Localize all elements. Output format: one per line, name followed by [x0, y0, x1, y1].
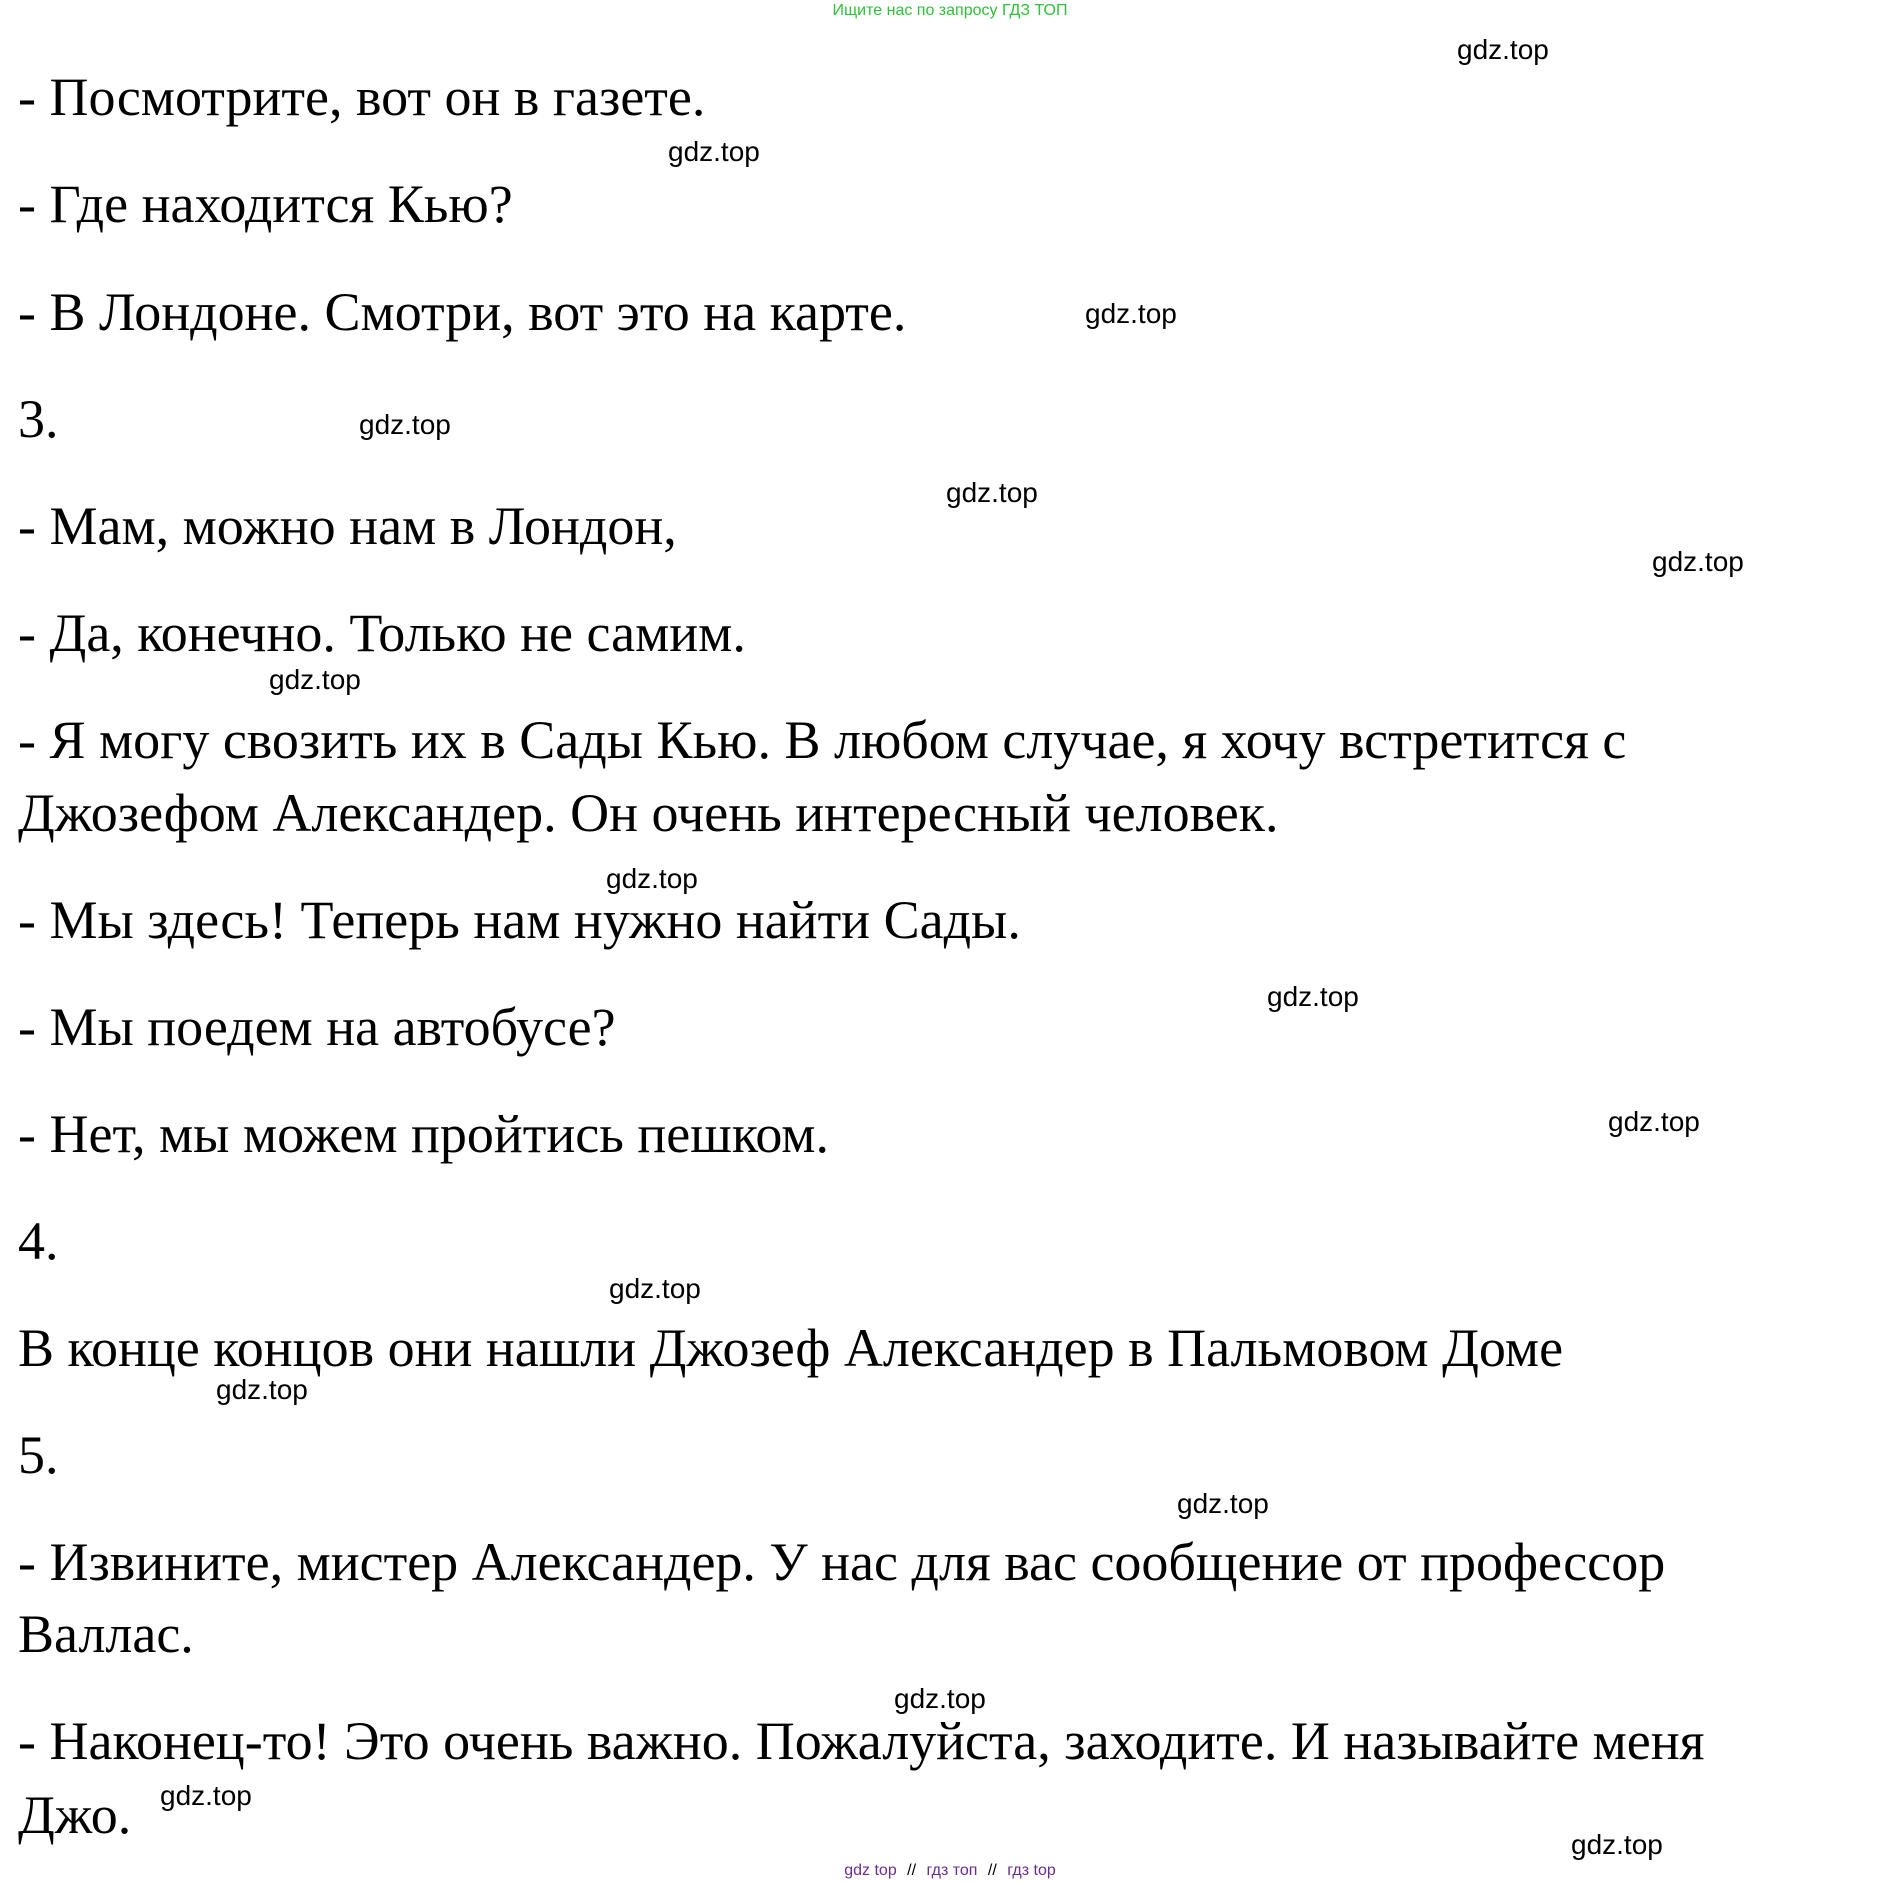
text-line: - Извините, мистер Александер. У нас для вас сообщение от профессор [18, 1532, 1666, 1592]
watermark: gdz.top [894, 1683, 986, 1714]
watermark: gdz.top [1457, 34, 1549, 65]
watermark: gdz.top [269, 664, 361, 695]
watermark: gdz.top [160, 1780, 252, 1811]
text-line: - Наконец-то! Это очень важно. Пожалуйста, заходите. И называйте меня [18, 1711, 1705, 1771]
section-number: 4. [18, 1211, 59, 1271]
text-line: Валлас. [18, 1604, 194, 1664]
footer-link-gdz-top-mixed[interactable]: гдз top [1007, 1862, 1056, 1879]
footer-link-gdz-top[interactable]: gdz top [844, 1862, 897, 1879]
watermark: gdz.top [1652, 546, 1744, 577]
text-line: - Мы здесь! Теперь нам нужно найти Сады. [18, 890, 1021, 950]
section-number: 5. [18, 1425, 59, 1485]
text-line: - Где находится Кью? [18, 174, 513, 234]
footer-separator: // [907, 1862, 917, 1879]
watermark: gdz.top [1571, 1829, 1663, 1860]
text-line: - Мам, можно нам в Лондон, [18, 496, 677, 556]
watermark: gdz.top [946, 477, 1038, 508]
watermark: gdz.top [1177, 1488, 1269, 1519]
text-line: - В Лондоне. Смотри, вот это на карте. [18, 282, 907, 342]
footer-link-gdz-top-ru[interactable]: гдз топ [926, 1862, 978, 1879]
watermark: gdz.top [609, 1273, 701, 1304]
text-line: Джо. [18, 1785, 132, 1845]
text-line: - Я могу свозить их в Сады Кью. В любом случае, я хочу встретится с [18, 710, 1627, 770]
text-line: Джозефом Александер. Он очень интересный человек. [18, 783, 1279, 843]
text-line: - Нет, мы можем пройтись пешком. [18, 1104, 829, 1164]
watermark: gdz.top [1608, 1106, 1700, 1137]
footer-links [0, 1862, 1900, 1880]
text-line: - Мы поедем на автобусе? [18, 997, 616, 1057]
watermark: gdz.top [606, 863, 698, 894]
watermark: gdz.top [1085, 298, 1177, 329]
footer-separator: // [987, 1862, 997, 1879]
section-number: 3. [18, 389, 59, 449]
text-line: В конце концов они нашли Джозеф Александер в Пальмовом Доме [18, 1318, 1564, 1378]
search-banner: Ищите нас по запросу ГДЗ ТОП [832, 2, 1068, 19]
watermark: gdz.top [216, 1374, 308, 1405]
text-line: - Посмотрите, вот он в газете. [18, 67, 706, 127]
watermark: gdz.top [1267, 981, 1359, 1012]
watermark: gdz.top [359, 409, 451, 440]
text-line: - Да, конечно. Только не самим. [18, 603, 746, 663]
watermark: gdz.top [668, 136, 760, 167]
